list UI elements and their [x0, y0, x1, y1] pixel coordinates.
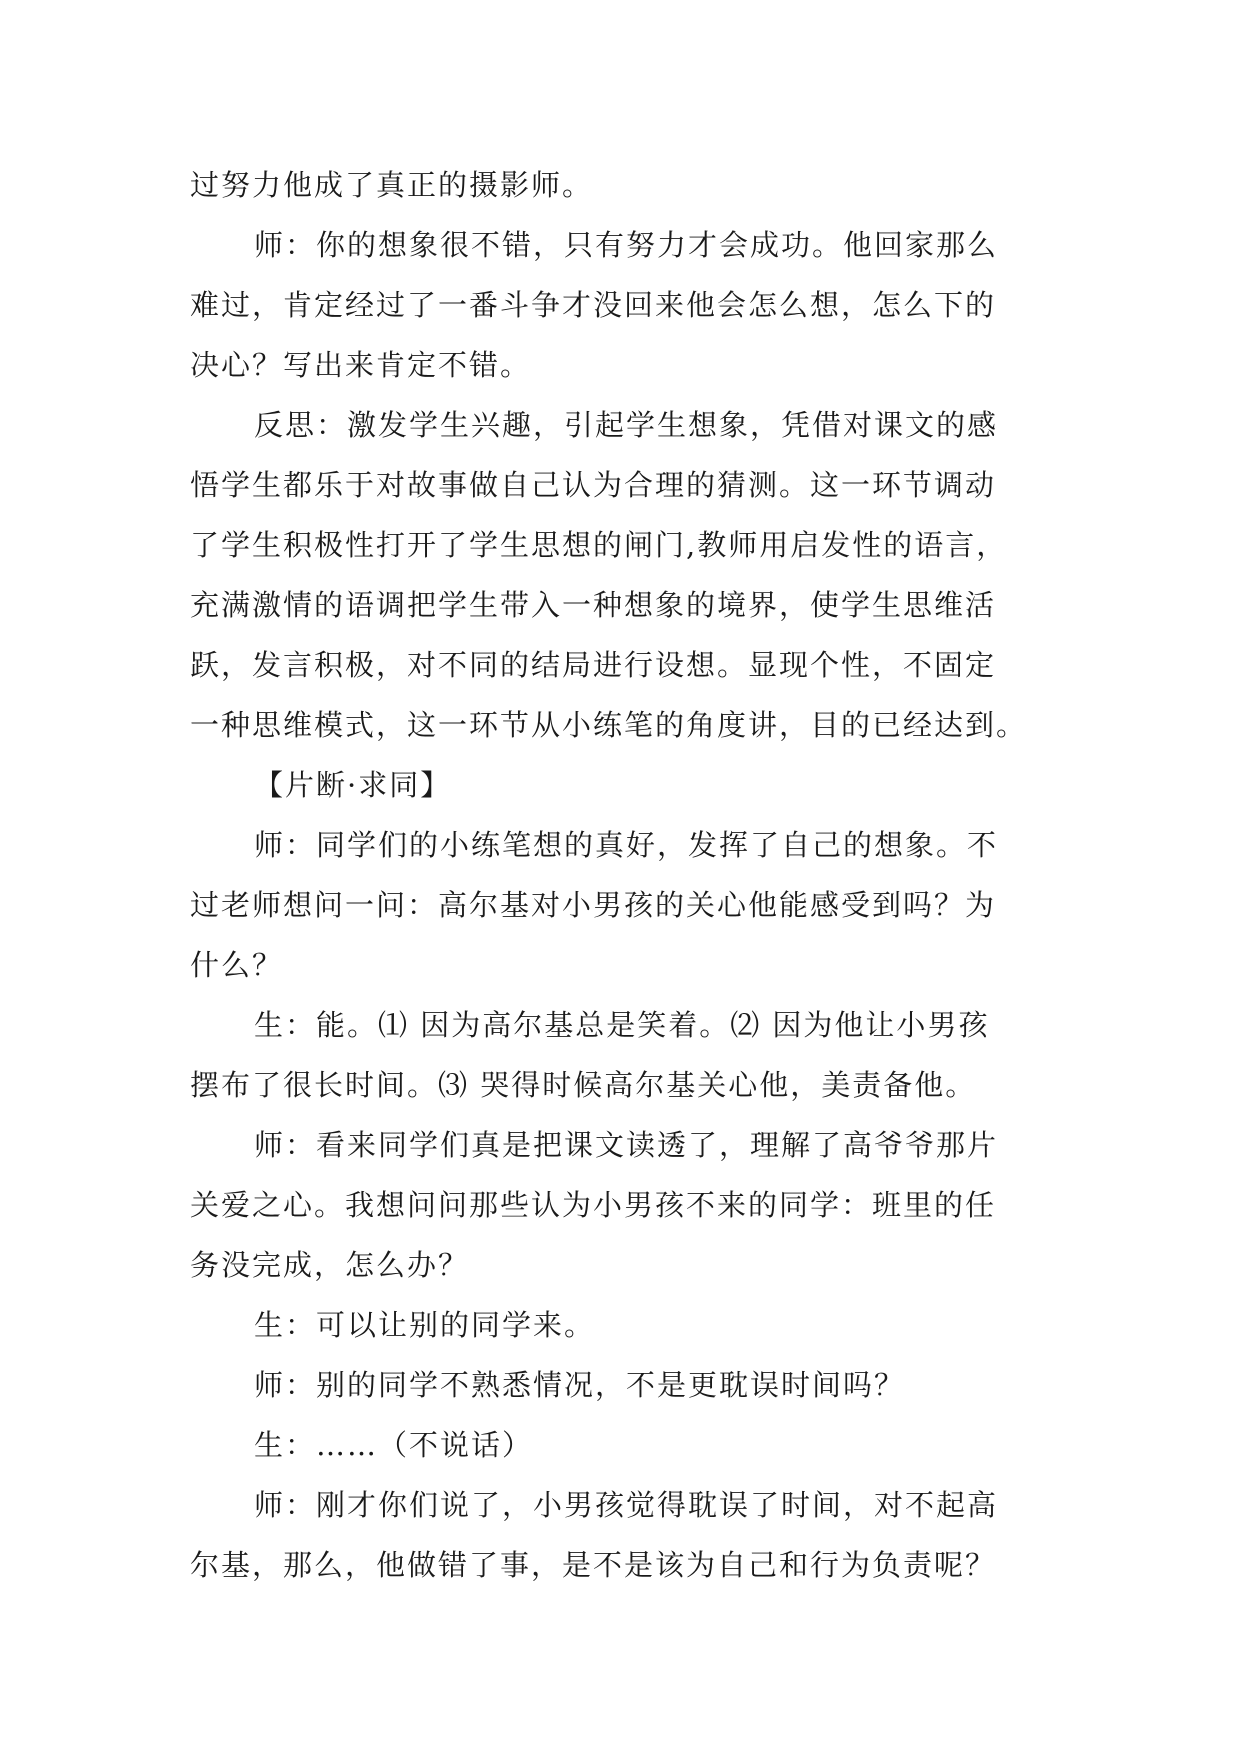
- text-line: 师：你的想象很不错，只有努力才会成功。他回家那么: [254, 228, 999, 262]
- text-line: 决心？写出来肯定不错。: [190, 348, 532, 382]
- text-line: 师：别的同学不熟悉情况，不是更耽误时间吗？: [254, 1368, 906, 1402]
- text-line: 充满激情的语调把学生带入一种想象的境界，使学生思维活: [190, 588, 997, 622]
- text-line: 生：能。⑴ 因为高尔基总是笑着。⑵ 因为他让小男孩: [254, 1008, 990, 1042]
- text-line: 悟学生都乐于对故事做自己认为合理的猜测。这一环节调动: [190, 468, 997, 502]
- text-line: 师：刚才你们说了，小男孩觉得耽误了时间，对不起高: [254, 1488, 999, 1522]
- text-line: 一种思维模式，这一环节从小练笔的角度讲，目的已经达到。: [190, 708, 1028, 742]
- text-line: 过老师想问一问：高尔基对小男孩的关心他能感受到吗？为: [190, 888, 997, 922]
- text-line: 难过，肯定经过了一番斗争才没回来他会怎么想，怎么下的: [190, 288, 997, 322]
- document-body: [190, 155, 1050, 1595]
- text-line: 了学生积极性打开了学生思想的闸门,教师用启发性的语言，: [190, 528, 1008, 562]
- text-line: 关爱之心。我想问问那些认为小男孩不来的同学：班里的任: [190, 1188, 997, 1222]
- text-line: 生：可以让别的同学来。: [254, 1308, 596, 1342]
- text-line: 尔基，那么，他做错了事，是不是该为自己和行为负责呢？: [190, 1548, 997, 1582]
- text-line: 务没完成，怎么办？: [190, 1248, 470, 1282]
- text-line: 摆布了很长时间。⑶ 哭得时候高尔基关心他，美责备他。: [190, 1068, 977, 1102]
- text-line: 师：同学们的小练笔想的真好，发挥了自己的想象。不: [254, 828, 999, 862]
- text-line: 反思：激发学生兴趣，引起学生想象，凭借对课文的感: [254, 408, 999, 442]
- section-heading: 【片断·求同】: [254, 768, 452, 802]
- text-line: 过努力他成了真正的摄影师。: [190, 168, 594, 202]
- text-line: 生：……（不说话）: [254, 1428, 534, 1462]
- text-line: 跃，发言积极，对不同的结局进行设想。显现个性，不固定: [190, 648, 997, 682]
- text-line: 什么？: [190, 948, 284, 982]
- text-line: 师：看来同学们真是把课文读透了，理解了高爷爷那片: [254, 1128, 999, 1162]
